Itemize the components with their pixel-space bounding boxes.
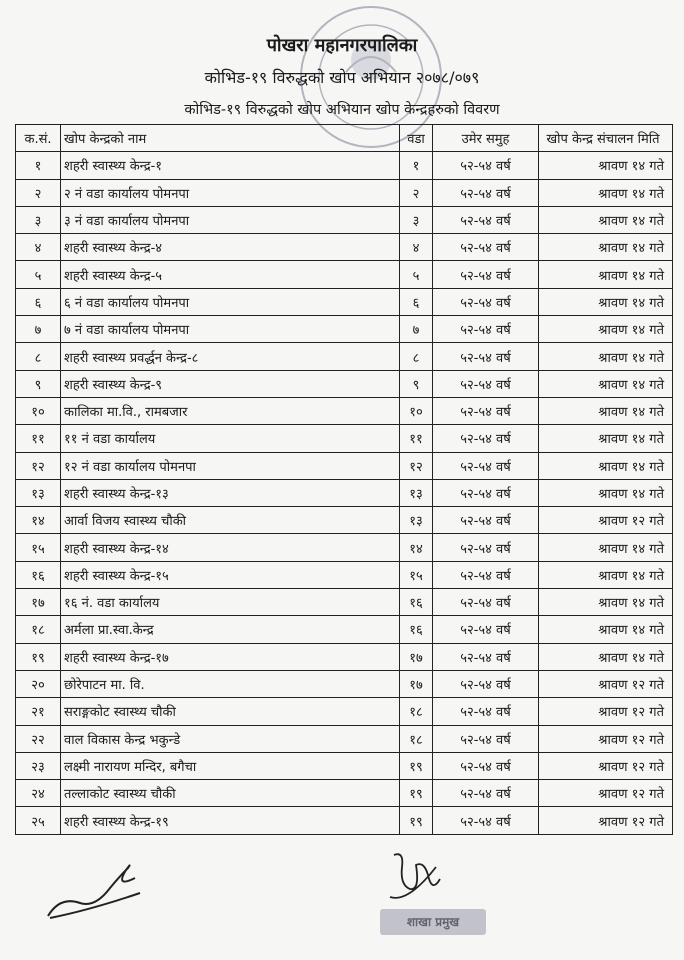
ward-cell: १३	[400, 479, 433, 506]
center-name-cell: शहरी स्वास्थ्य केन्द्र-१४	[61, 534, 400, 561]
age-group-cell: ५२-५४ वर्ष	[433, 316, 539, 343]
operation-date-cell: श्रावण १४ गते	[539, 343, 673, 370]
page-title: पोखरा महानगरपालिका	[266, 35, 418, 56]
operation-date-cell: श्रावण १४ गते	[539, 452, 673, 479]
ward-cell: ३	[400, 206, 433, 233]
table-row	[16, 670, 673, 697]
ward-cell: ६	[400, 288, 433, 315]
table-row	[16, 589, 673, 616]
operation-date-cell: श्रावण १४ गते	[539, 425, 673, 452]
center-name-cell: १६ नं. वडा कार्यालय	[61, 589, 400, 616]
table-row	[16, 616, 673, 643]
operation-date-cell: श्रावण १४ गते	[539, 534, 673, 561]
center-name-cell: वाल विकास केन्द्र भकुन्डे	[61, 725, 400, 752]
ward-cell: ९	[400, 370, 433, 397]
ward-cell: १	[400, 152, 433, 179]
center-name-cell: शहरी स्वास्थ्य केन्द्र-९	[61, 370, 400, 397]
serial-cell: २२	[16, 725, 61, 752]
ward-cell: १०	[400, 397, 433, 424]
serial-cell: २३	[16, 752, 61, 779]
age-group-cell: ५२-५४ वर्ष	[433, 670, 539, 697]
age-group-cell: ५२-५४ वर्ष	[433, 561, 539, 588]
serial-cell: १०	[16, 397, 61, 424]
operation-date-cell: श्रावण १४ गते	[539, 179, 673, 206]
table-row	[16, 206, 673, 233]
operation-date-cell: श्रावण १४ गते	[539, 261, 673, 288]
center-name-cell: शहरी स्वास्थ्य केन्द्र-१७	[61, 643, 400, 670]
center-name-cell: कालिका मा.वि., रामबजार	[61, 397, 400, 424]
col-header-serial: क.सं.	[16, 125, 61, 152]
center-name-cell: तल्लाकोट स्वास्थ्य चौकी	[61, 780, 400, 807]
table-row	[16, 561, 673, 588]
serial-cell: १४	[16, 507, 61, 534]
serial-cell: २	[16, 179, 61, 206]
serial-cell: ७	[16, 316, 61, 343]
serial-cell: १९	[16, 643, 61, 670]
vaccination-centers-table	[15, 124, 673, 835]
center-name-cell: शहरी स्वास्थ्य प्रवर्द्धन केन्द्र-८	[61, 343, 400, 370]
col-header-age-group: उमेर समुह	[433, 125, 539, 152]
serial-cell: १३	[16, 479, 61, 506]
age-group-cell: ५२-५४ वर्ष	[433, 370, 539, 397]
operation-date-cell: श्रावण १४ गते	[539, 643, 673, 670]
serial-cell: ११	[16, 425, 61, 452]
serial-cell: २१	[16, 698, 61, 725]
age-group-cell: ५२-५४ वर्ष	[433, 780, 539, 807]
serial-cell: ६	[16, 288, 61, 315]
table-row	[16, 643, 673, 670]
operation-date-cell: श्रावण १४ गते	[539, 589, 673, 616]
table-row	[16, 152, 673, 179]
age-group-cell: ५२-५४ वर्ष	[433, 288, 539, 315]
center-name-cell: २ नं वडा कार्यालय पोमनपा	[61, 179, 400, 206]
serial-cell: १८	[16, 616, 61, 643]
table-caption: कोभिड-१९ विरुद्धको खोप अभियान खोप केन्द्रहरुको विवरण	[184, 102, 500, 118]
serial-cell: २५	[16, 807, 61, 834]
center-name-cell: शहरी स्वास्थ्य केन्द्र-१३	[61, 479, 400, 506]
age-group-cell: ५२-५४ वर्ष	[433, 698, 539, 725]
ward-cell: ४	[400, 234, 433, 261]
ward-cell: १५	[400, 561, 433, 588]
ward-cell: १२	[400, 452, 433, 479]
signature-left	[40, 848, 150, 928]
operation-date-cell: श्रावण १४ गते	[539, 397, 673, 424]
operation-date-cell: श्रावण १२ गते	[539, 507, 673, 534]
ward-cell: १९	[400, 780, 433, 807]
center-name-cell: शहरी स्वास्थ्य केन्द्र-५	[61, 261, 400, 288]
serial-cell: १२	[16, 452, 61, 479]
operation-date-cell: श्रावण १२ गते	[539, 725, 673, 752]
operation-date-cell: श्रावण १२ गते	[539, 807, 673, 834]
col-header-center-name: खोप केन्द्रको नाम	[61, 125, 400, 152]
col-header-ward: वडा	[400, 125, 433, 152]
table-row	[16, 807, 673, 834]
operation-date-cell: श्रावण १४ गते	[539, 316, 673, 343]
operation-date-cell: श्रावण १४ गते	[539, 616, 673, 643]
age-group-cell: ५२-५४ वर्ष	[433, 206, 539, 233]
center-name-cell: शहरी स्वास्थ्य केन्द्र-१९	[61, 807, 400, 834]
ward-cell: ५	[400, 261, 433, 288]
operation-date-cell: श्रावण १२ गते	[539, 670, 673, 697]
table-row	[16, 725, 673, 752]
center-name-cell: शहरी स्वास्थ्य केन्द्र-४	[61, 234, 400, 261]
center-name-cell: छोरेपाटन मा. वि.	[61, 670, 400, 697]
serial-cell: ९	[16, 370, 61, 397]
operation-date-cell: श्रावण १४ गते	[539, 479, 673, 506]
ward-cell: १७	[400, 670, 433, 697]
age-group-cell: ५२-५४ वर्ष	[433, 179, 539, 206]
age-group-cell: ५२-५४ वर्ष	[433, 343, 539, 370]
ward-cell: १६	[400, 616, 433, 643]
table-row	[16, 261, 673, 288]
table-row	[16, 179, 673, 206]
operation-date-cell: श्रावण १४ गते	[539, 152, 673, 179]
operation-date-cell: श्रावण १४ गते	[539, 288, 673, 315]
table-header-row	[16, 125, 673, 152]
table-row	[16, 780, 673, 807]
table-row	[16, 316, 673, 343]
operation-date-cell: श्रावण १४ गते	[539, 234, 673, 261]
table-row	[16, 479, 673, 506]
serial-cell: ५	[16, 261, 61, 288]
center-name-cell: आर्वा विजय स्वास्थ्य चौकी	[61, 507, 400, 534]
center-name-cell: शहरी स्वास्थ्य केन्द्र-१५	[61, 561, 400, 588]
age-group-cell: ५२-५४ वर्ष	[433, 234, 539, 261]
operation-date-cell: श्रावण १२ गते	[539, 780, 673, 807]
age-group-cell: ५२-५४ वर्ष	[433, 452, 539, 479]
center-name-cell: लक्ष्मी नारायण मन्दिर, बगैचा	[61, 752, 400, 779]
ward-cell: १८	[400, 698, 433, 725]
serial-cell: ४	[16, 234, 61, 261]
center-name-cell: ११ नं वडा कार्यालय	[61, 425, 400, 452]
ward-cell: ११	[400, 425, 433, 452]
age-group-cell: ५२-५४ वर्ष	[433, 643, 539, 670]
ward-cell: १३	[400, 507, 433, 534]
section-head-stamp: शाखा प्रमुख	[380, 909, 486, 935]
age-group-cell: ५२-५४ वर्ष	[433, 725, 539, 752]
age-group-cell: ५२-५४ वर्ष	[433, 152, 539, 179]
center-name-cell: ३ नं वडा कार्यालय पोमनपा	[61, 206, 400, 233]
table-row	[16, 288, 673, 315]
center-name-cell: १२ नं वडा कार्यालय पोमनपा	[61, 452, 400, 479]
ward-cell: ७	[400, 316, 433, 343]
age-group-cell: ५२-५४ वर्ष	[433, 261, 539, 288]
age-group-cell: ५२-५४ वर्ष	[433, 752, 539, 779]
age-group-cell: ५२-५४ वर्ष	[433, 397, 539, 424]
serial-cell: ८	[16, 343, 61, 370]
ward-cell: १९	[400, 807, 433, 834]
center-name-cell: शहरी स्वास्थ्य केन्द्र-१	[61, 152, 400, 179]
serial-cell: १	[16, 152, 61, 179]
ward-cell: १४	[400, 534, 433, 561]
operation-date-cell: श्रावण १२ गते	[539, 752, 673, 779]
center-name-cell: अर्मला प्रा.स्वा.केन्द्र	[61, 616, 400, 643]
operation-date-cell: श्रावण १४ गते	[539, 561, 673, 588]
age-group-cell: ५२-५४ वर्ष	[433, 616, 539, 643]
age-group-cell: ५२-५४ वर्ष	[433, 589, 539, 616]
age-group-cell: ५२-५४ वर्ष	[433, 534, 539, 561]
page-subtitle: कोभिड-१९ विरुद्धको खोप अभियान २०७८/०७९	[204, 68, 480, 87]
table-row	[16, 425, 673, 452]
serial-cell: १५	[16, 534, 61, 561]
age-group-cell: ५२-५४ वर्ष	[433, 807, 539, 834]
operation-date-cell: श्रावण १४ गते	[539, 206, 673, 233]
serial-cell: १६	[16, 561, 61, 588]
ward-cell: १९	[400, 752, 433, 779]
operation-date-cell: श्रावण १२ गते	[539, 698, 673, 725]
serial-cell: १७	[16, 589, 61, 616]
table-row	[16, 234, 673, 261]
age-group-cell: ५२-५४ वर्ष	[433, 425, 539, 452]
signature-right	[380, 845, 450, 915]
center-name-cell: ६ नं वडा कार्यालय पोमनपा	[61, 288, 400, 315]
ward-cell: १६	[400, 589, 433, 616]
ward-cell: ८	[400, 343, 433, 370]
ward-cell: १७	[400, 643, 433, 670]
ward-cell: १८	[400, 725, 433, 752]
table-row	[16, 397, 673, 424]
table-row	[16, 343, 673, 370]
table-row	[16, 452, 673, 479]
table-row	[16, 752, 673, 779]
table-row	[16, 507, 673, 534]
age-group-cell: ५२-५४ वर्ष	[433, 479, 539, 506]
ward-cell: २	[400, 179, 433, 206]
serial-cell: २४	[16, 780, 61, 807]
table-row	[16, 370, 673, 397]
serial-cell: ३	[16, 206, 61, 233]
age-group-cell: ५२-५४ वर्ष	[433, 507, 539, 534]
center-name-cell: ७ नं वडा कार्यालय पोमनपा	[61, 316, 400, 343]
operation-date-cell: श्रावण १४ गते	[539, 370, 673, 397]
col-header-operation-date: खोप केन्द्र संचालन मिति	[539, 125, 673, 152]
table-row	[16, 534, 673, 561]
table-row	[16, 698, 673, 725]
center-name-cell: सराङ्गकोट स्वास्थ्य चौकी	[61, 698, 400, 725]
serial-cell: २०	[16, 670, 61, 697]
